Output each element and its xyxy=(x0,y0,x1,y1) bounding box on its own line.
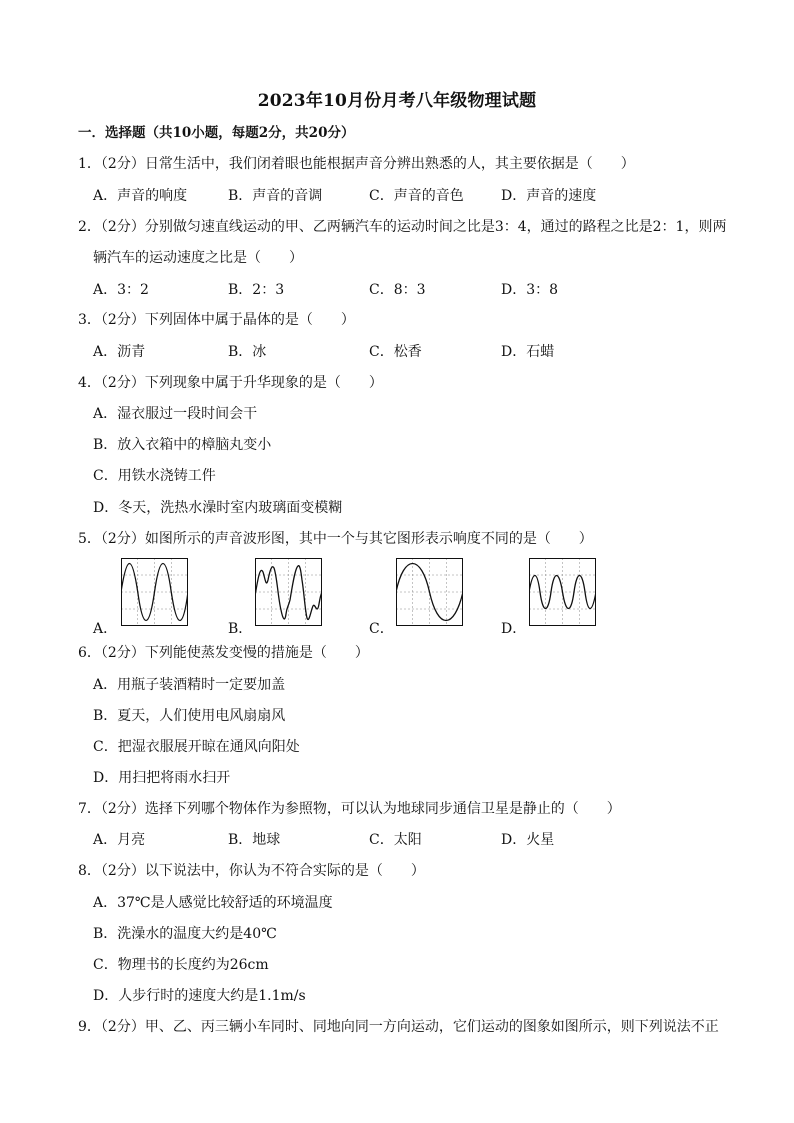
q1-option-c: C．声音的音色 xyxy=(369,188,464,204)
question-5-stem: 5．（2分）如图所示的声音波形图，其中一个与其它图形表示响度不同的是（ ） xyxy=(78,531,593,547)
q2-option-a: A．3：2 xyxy=(93,282,149,298)
q4-option-b: B．放入衣箱中的樟脑丸变小 xyxy=(93,437,272,453)
q4-option-a: A．湿衣服过一段时间会干 xyxy=(93,406,258,422)
q6-option-a: A．用瓶子装酒精时一定要加盖 xyxy=(93,677,286,693)
q1-option-a: A．声音的响度 xyxy=(93,188,188,204)
q5-option-c: C． xyxy=(369,621,394,637)
q8-option-a: A．37℃是人感觉比较舒适的环境温度 xyxy=(93,895,333,911)
question-9-stem: 9．（2分）甲、乙、丙三辆小车同时、同地向同一方向运动，它们运动的图象如图所示，则下列说法不正 xyxy=(78,1019,719,1035)
question-2-stem: 2．（2分）分别做匀速直线运动的甲、乙两辆汽车的运动时间之比是3：4，通过的路程之比是2：1，则两 xyxy=(78,219,727,235)
q3-option-c: C．松香 xyxy=(369,344,422,360)
waveform-figures xyxy=(0,558,794,638)
q3-option-a: A．沥青 xyxy=(93,344,146,360)
q6-option-c: C．把湿衣服展开晾在通风向阳处 xyxy=(93,739,300,755)
q8-option-b: B．洗澡水的温度大约是40℃ xyxy=(93,926,277,942)
question-6-stem: 6．（2分）下列能使蒸发变慢的措施是（ ） xyxy=(78,645,369,661)
q2-option-d: D．3：8 xyxy=(501,282,559,298)
section-heading: 一．选择题（共10小题，每题2分，共20分） xyxy=(78,125,355,141)
q6-option-d: D．用扫把将雨水扫开 xyxy=(93,770,231,786)
question-1-stem: 1．（2分）日常生活中，我们闭着眼也能根据声音分辨出熟悉的人，其主要依据是（ ） xyxy=(78,156,635,172)
waveform-b xyxy=(255,558,322,626)
q4-option-d: D．冬天，洗热水澡时室内玻璃面变模糊 xyxy=(93,500,343,516)
q1-option-b: B．声音的音调 xyxy=(228,188,323,204)
q2-option-c: C．8：3 xyxy=(369,282,426,298)
q7-option-a: A．月亮 xyxy=(93,832,146,848)
waveform-a xyxy=(121,558,188,626)
question-7-stem: 7．（2分）选择下列哪个物体作为参照物，可以认为地球同步通信卫星是静止的（ ） xyxy=(78,801,621,817)
q3-option-d: D．石蜡 xyxy=(501,344,555,360)
q1-option-d: D．声音的速度 xyxy=(501,188,597,204)
q5-option-d: D． xyxy=(501,621,527,637)
q6-option-b: B．夏天，人们使用电风扇扇风 xyxy=(93,708,286,724)
q7-option-b: B．地球 xyxy=(228,832,281,848)
question-3-stem: 3．（2分）下列固体中属于晶体的是（ ） xyxy=(78,312,355,328)
waveform-c xyxy=(396,558,463,626)
q3-option-b: B．冰 xyxy=(228,344,267,360)
question-2-stem-cont: 辆汽车的运动速度之比是（ ） xyxy=(93,250,303,266)
q8-option-d: D．人步行时的速度大约是1.1m/s xyxy=(93,988,306,1004)
q8-option-c: C．物理书的长度约为26cm xyxy=(93,957,269,973)
q5-option-a: A． xyxy=(93,621,118,637)
question-4-stem: 4．（2分）下列现象中属于升华现象的是（ ） xyxy=(78,375,383,391)
waveform-d xyxy=(529,558,596,626)
page-title: 2023年10月份月考八年级物理试题 xyxy=(257,91,537,111)
question-8-stem: 8．（2分）以下说法中，你认为不符合实际的是（ ） xyxy=(78,863,425,879)
q7-option-c: C．太阳 xyxy=(369,832,422,848)
q4-option-c: C．用铁水浇铸工件 xyxy=(93,468,216,484)
q5-option-b: B． xyxy=(228,621,253,637)
q2-option-b: B．2：3 xyxy=(228,282,285,298)
q7-option-d: D．火星 xyxy=(501,832,555,848)
